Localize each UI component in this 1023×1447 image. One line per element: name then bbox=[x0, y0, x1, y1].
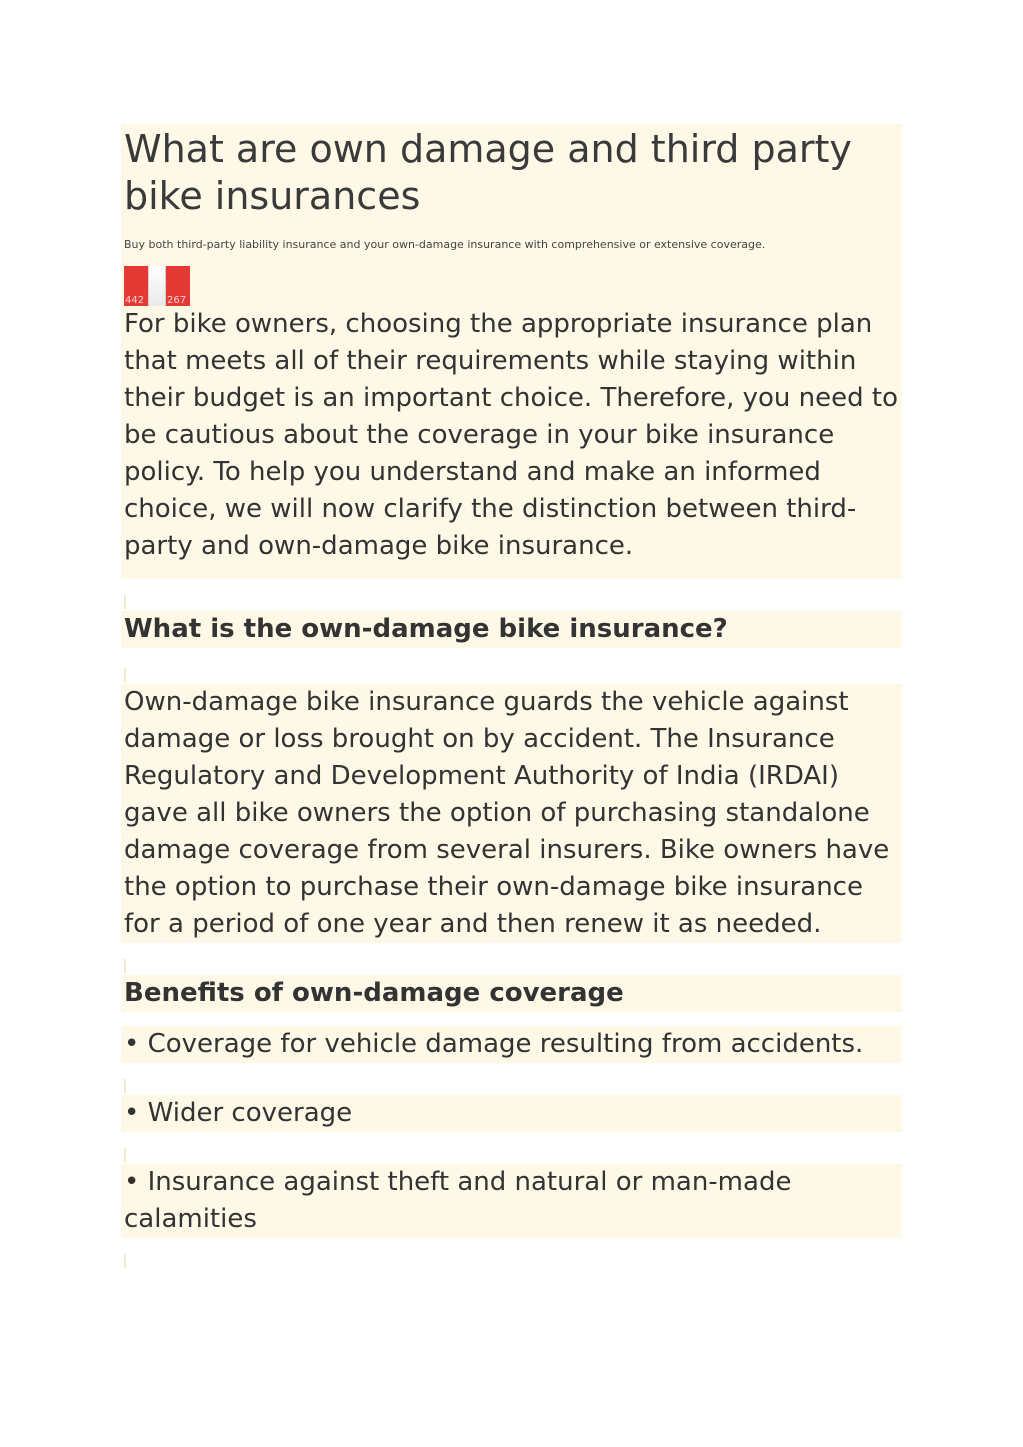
divider bbox=[124, 1254, 126, 1268]
share-count-right[interactable] bbox=[166, 266, 190, 306]
divider bbox=[124, 1148, 126, 1162]
benefit-item: • Coverage for vehicle damage resulting from accidents. bbox=[121, 1026, 902, 1063]
own-damage-body-block bbox=[121, 684, 902, 943]
share-count-right-label: 267 bbox=[167, 295, 187, 306]
divider bbox=[124, 595, 126, 609]
document-page bbox=[121, 124, 902, 1270]
intro-paragraph: For bike owners, choosing the appropriate insurance plan that meets all of their requirements while staying within their budget is an important choice. Therefore, you need to be cautious about the coverage in your bike insurance policy. To help you understand and make an informed choice, we will now clarify the distinction between third-party and own-damage bike insurance. bbox=[124, 309, 898, 561]
own-damage-paragraph: Own-damage bike insurance guards the vehicle against damage or loss brought on by accident. The Insurance Regulatory and Development Authority of India (IRDAI) gave all bike owners the option of purchasing standalone damage coverage from several insurers. Bike owners have the option to purchase their own-damage bike insurance for a period of one year and then renew it as needed. bbox=[124, 687, 890, 939]
page-subtitle: Buy both third-party liability insurance and your own-damage insurance with comprehensive or extensive coverage. bbox=[124, 238, 766, 251]
share-bar[interactable] bbox=[124, 266, 899, 306]
header-block bbox=[121, 124, 902, 579]
share-count-left[interactable] bbox=[124, 266, 148, 306]
divider bbox=[124, 959, 126, 973]
divider bbox=[124, 668, 126, 682]
benefit-item: • Insurance against theft and natural or man-made calamities bbox=[121, 1164, 902, 1238]
page-title: What are own damage and third party bike insurances bbox=[124, 127, 852, 218]
section-heading-own-damage: What is the own-damage bike insurance? bbox=[121, 611, 902, 648]
section-heading-benefits: Benefits of own-damage coverage bbox=[121, 975, 902, 1012]
divider bbox=[124, 1079, 126, 1093]
bookmark-icon[interactable] bbox=[148, 266, 166, 306]
benefit-item: • Wider coverage bbox=[121, 1095, 902, 1132]
share-count-left-label: 442 bbox=[125, 295, 145, 306]
